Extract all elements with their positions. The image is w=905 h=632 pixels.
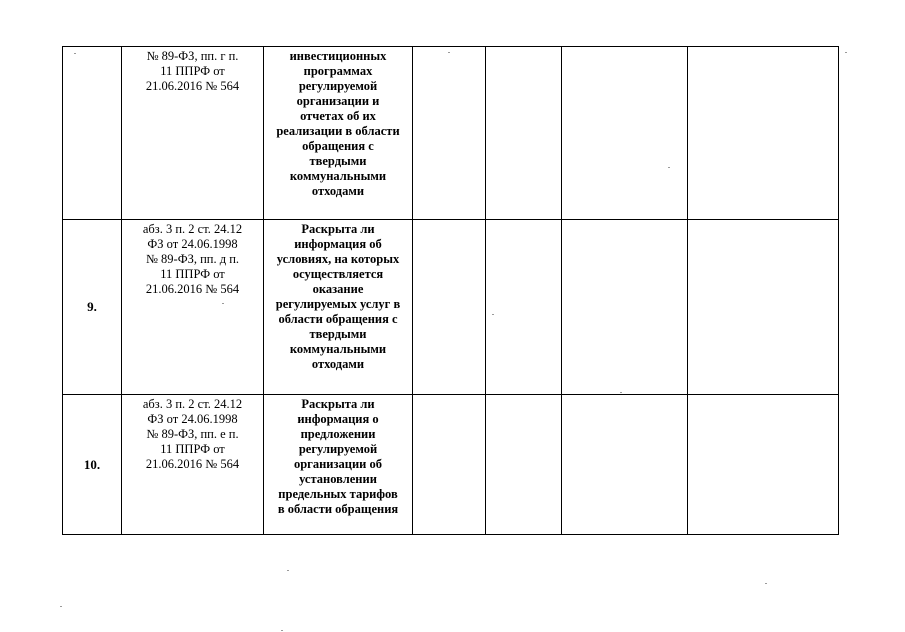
- question-line: оказание: [312, 282, 364, 296]
- question-line: обращения с: [302, 139, 374, 153]
- question-line: установлении: [299, 472, 377, 486]
- question-line: регулируемой: [298, 442, 378, 456]
- question-line: организации и: [296, 94, 380, 108]
- question-line: условиях, на которых: [276, 252, 400, 266]
- notes-cell[interactable]: [688, 395, 839, 535]
- answer-cell-yes[interactable]: [413, 47, 486, 220]
- question-cell: [264, 395, 413, 535]
- row-number-cell: [63, 47, 122, 220]
- notes-cell[interactable]: [688, 220, 839, 395]
- reference-line: № 89-ФЗ, пп. д п.: [145, 252, 240, 266]
- question-cell: [264, 47, 413, 220]
- reference-line: абз. 3 п. 2 ст. 24.12: [142, 222, 243, 236]
- answer-cell-yes[interactable]: [413, 395, 486, 535]
- reference-line: 11 ППРФ от: [160, 267, 225, 281]
- legal-reference-cell: [122, 395, 264, 535]
- row-number-cell: [63, 395, 122, 535]
- reference-line: ФЗ от 24.06.1998: [147, 412, 238, 426]
- answer-cell-yes[interactable]: [413, 220, 486, 395]
- question-line: отчетах об их: [300, 109, 376, 123]
- question-line: информация о: [297, 412, 379, 426]
- question-cell: [264, 220, 413, 395]
- row-number-cell: [63, 220, 122, 395]
- reference-line: 11 ППРФ от: [160, 442, 225, 456]
- question-line: осуществляется: [292, 267, 384, 281]
- question-line: твердыми: [309, 327, 367, 341]
- question-line: Раскрыта ли: [301, 397, 375, 411]
- checklist-table: [62, 46, 839, 535]
- question-line: отходами: [311, 357, 365, 371]
- answer-cell-not-applicable[interactable]: [562, 395, 688, 535]
- question-line: организации об: [293, 457, 383, 471]
- row-number: 9.: [87, 299, 97, 314]
- reference-line: № 89-ФЗ, пп. г п.: [146, 49, 239, 63]
- table-row: [63, 47, 839, 220]
- reference-line: № 89-ФЗ, пп. е п.: [146, 427, 239, 441]
- question-line: реализации в области: [276, 124, 400, 138]
- question-line: области обращения с: [278, 312, 398, 326]
- question-line: Раскрыта ли: [301, 222, 375, 236]
- question-line: информация об: [294, 237, 382, 251]
- table-row: [63, 220, 839, 395]
- reference-line: 21.06.2016 № 564: [145, 282, 240, 296]
- answer-cell-no[interactable]: [486, 220, 562, 395]
- reference-line: ФЗ от 24.06.1998: [147, 237, 238, 251]
- question-line: коммунальными: [289, 342, 387, 356]
- row-number: 10.: [83, 456, 101, 472]
- legal-reference-cell: [122, 47, 264, 220]
- question-line: предложении: [300, 427, 376, 441]
- reference-line: 21.06.2016 № 564: [145, 79, 240, 93]
- notes-cell[interactable]: [688, 47, 839, 220]
- answer-cell-no[interactable]: [486, 395, 562, 535]
- question-line: отходами: [311, 184, 365, 198]
- question-line: предельных тарифов: [278, 487, 398, 501]
- legal-reference-cell: [122, 220, 264, 395]
- reference-line: 21.06.2016 № 564: [145, 457, 240, 471]
- question-line: программах: [303, 64, 373, 78]
- question-line: инвестиционных: [289, 49, 387, 63]
- question-line: регулируемых услуг в: [275, 297, 401, 311]
- question-line: регулируемой: [298, 79, 378, 93]
- answer-cell-not-applicable[interactable]: [562, 220, 688, 395]
- question-line: коммунальными: [289, 169, 387, 183]
- question-line: твердыми: [309, 154, 367, 168]
- reference-line: 11 ППРФ от: [160, 64, 225, 78]
- answer-cell-no[interactable]: [486, 47, 562, 220]
- reference-line: абз. 3 п. 2 ст. 24.12: [142, 397, 243, 411]
- question-line: в области обращения: [277, 502, 399, 516]
- table-row: [63, 395, 839, 535]
- answer-cell-not-applicable[interactable]: [562, 47, 688, 220]
